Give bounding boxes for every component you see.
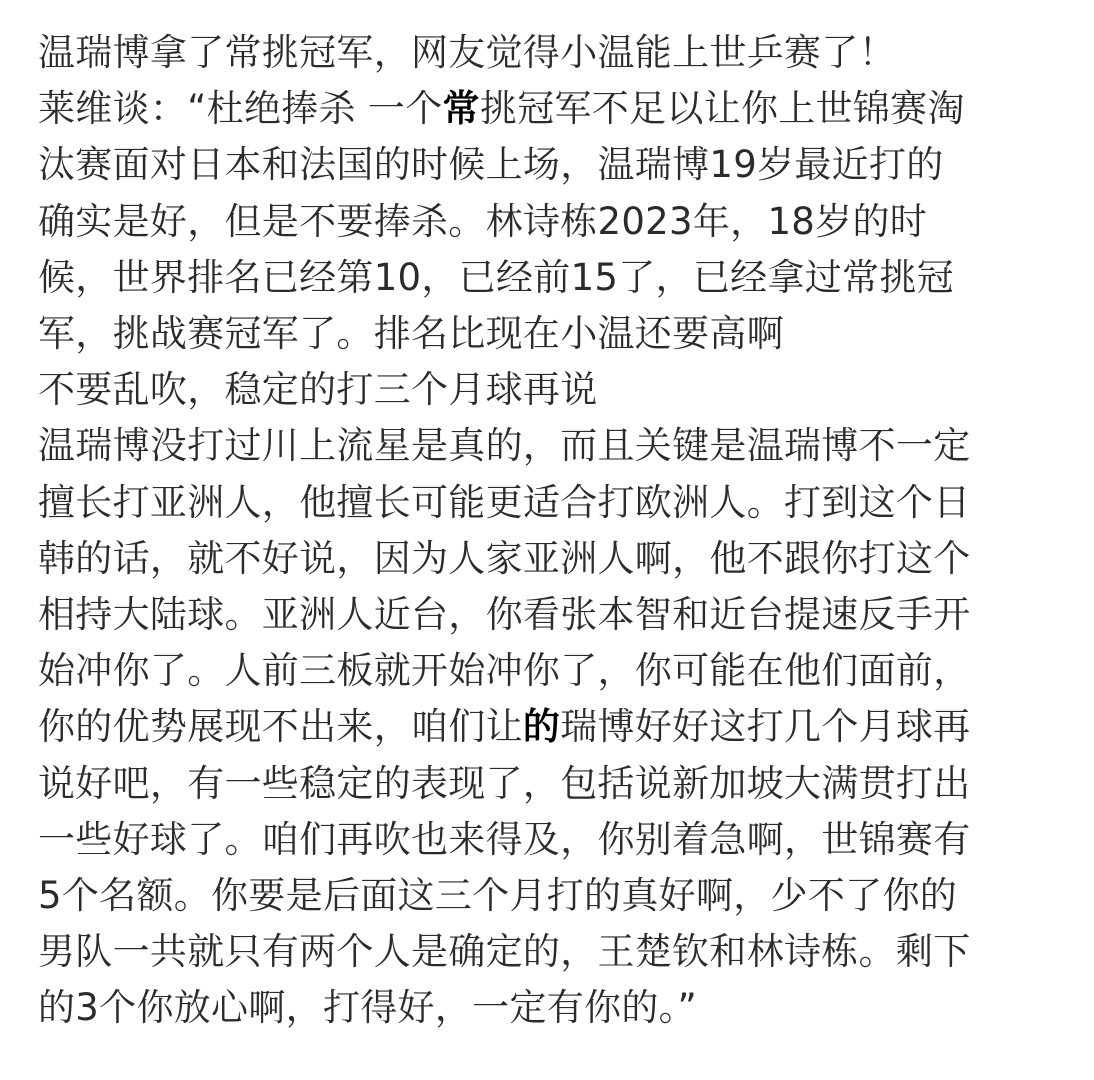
text-span: 一些好球了。咱们再吹也来得及，你别着急啊，世锦赛有: [38, 818, 971, 861]
text-line-4: [38, 198, 927, 246]
text-line-2: [38, 85, 965, 133]
text-span: 候，世界排名已经第10，已经前15了，已经拿过常挑冠: [38, 256, 954, 299]
text-span: 瑞博好好这打几个月球再: [560, 705, 971, 748]
text-line-3: [38, 141, 944, 189]
text-line-18: [38, 984, 697, 1032]
text-span: 汰赛面对日本和法国的时候上场，温瑞博19岁最近打的: [38, 143, 944, 186]
highlighted-character: 的: [522, 705, 561, 748]
text-line-9: [38, 479, 971, 527]
text-span: 温瑞博拿了常挑冠军，网友觉得小温能上世乒赛了！: [38, 31, 896, 74]
text-span: 莱维谈：“杜绝捧杀 一个: [38, 87, 443, 130]
text-span: 相持大陆球。亚洲人近台，你看张本智和近台提速反手开: [38, 593, 971, 636]
text-line-16: [38, 872, 957, 920]
text-line-1: [38, 29, 896, 77]
text-span: 擅长打亚洲人，他擅长可能更适合打欧洲人。打到这个日: [38, 481, 971, 524]
text-line-10: [38, 535, 971, 583]
text-span: 确实是好，但是不要捧杀。林诗栋2023年，18岁的时: [38, 200, 928, 243]
text-span: 男队一共就只有两个人是确定的，王楚钦和林诗栋。剩下: [38, 930, 971, 973]
text-line-17: [38, 928, 971, 976]
text-line-6: [38, 310, 784, 358]
text-line-11: [38, 591, 971, 639]
text-span: 韩的话，就不好说，因为人家亚洲人啊，他不跟你打这个: [38, 537, 971, 580]
text-line-12: [38, 647, 971, 695]
text-span: 始冲你了。人前三板就开始冲你了，你可能在他们面前，: [38, 649, 971, 692]
text-line-8: [38, 422, 971, 470]
text-span: 军，挑战赛冠军了。排名比现在小温还要高啊: [38, 312, 784, 355]
text-span: 5个名额。你要是后面这三个月打的真好啊，少不了你的: [38, 874, 958, 917]
text-span: 说好吧，有一些稳定的表现了，包括说新加坡大满贯打出: [38, 762, 971, 805]
text-span: 不要乱吹，稳定的打三个月球再说: [38, 368, 598, 411]
text-span: 温瑞博没打过川上流星是真的，而且关键是温瑞博不一定: [38, 424, 971, 467]
text-span: 挑冠军不足以让你上世锦赛淘: [479, 87, 965, 130]
text-span: 你的优势展现不出来，咱们让: [38, 705, 523, 748]
text-line-15: [38, 816, 971, 864]
text-line-13: [38, 703, 971, 751]
text-span: 的3个你放心啊，打得好，一定有你的。”: [38, 986, 697, 1029]
text-line-7: [38, 366, 598, 414]
highlighted-character: 常: [442, 87, 480, 130]
text-line-5: [38, 254, 954, 302]
text-line-14: [38, 760, 971, 808]
